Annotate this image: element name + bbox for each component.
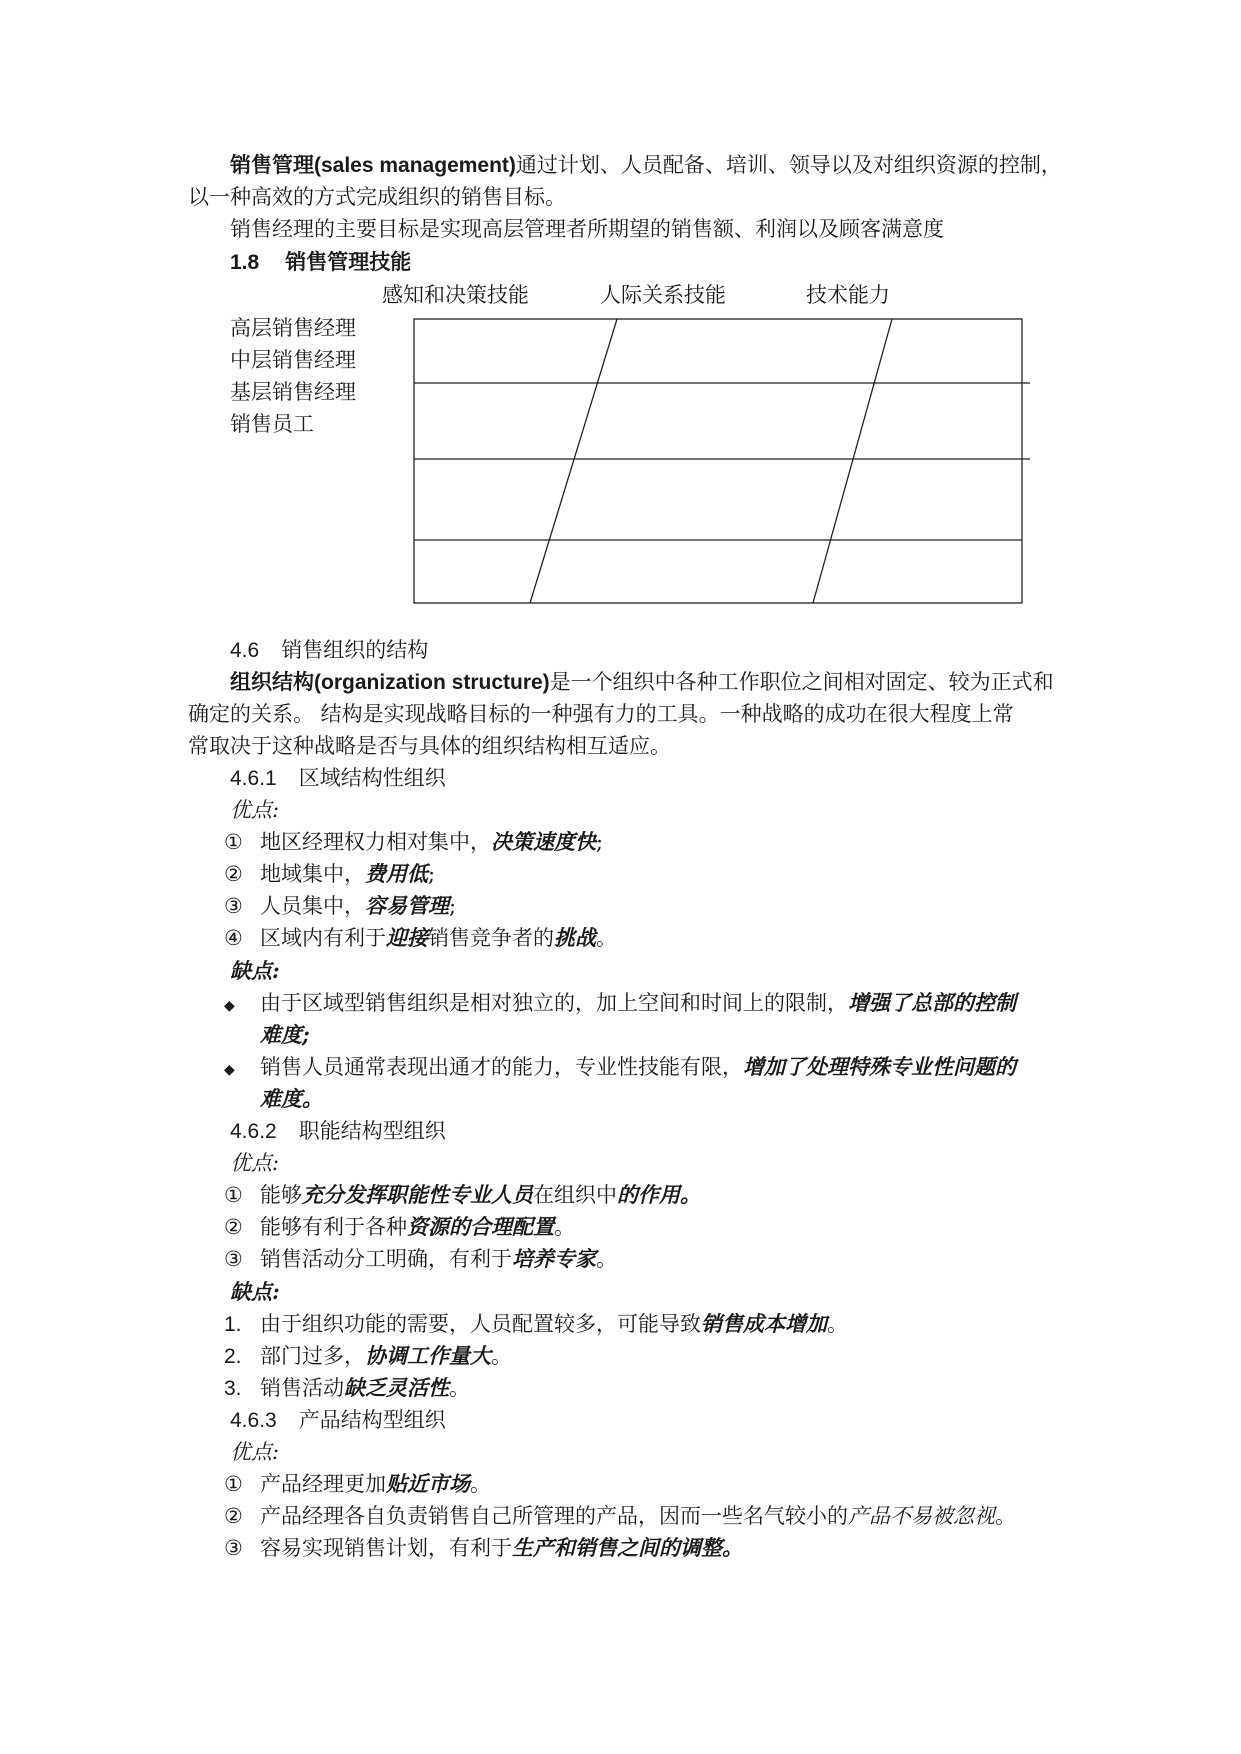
section-heading-4-6-3: 4.6.3 产品结构型组织 — [230, 1408, 446, 1432]
diagram-column-label: 技术能力 — [806, 283, 890, 307]
list-item-cont: 难度; — [260, 1022, 310, 1047]
section-heading-4-6-2: 4.6.2 职能结构型组织 — [230, 1119, 446, 1143]
list-item: ① 地区经理权力相对集中，决策速度快; — [224, 829, 604, 854]
diagram-row-label: 基层销售经理 — [230, 380, 356, 404]
list-item: ◆ 由于区域型销售组织是相对独立的，加上空间和时间上的限制，增强了总部的控制 — [224, 990, 1016, 1015]
list-item: 2. 部门过多，协调工作量大。 — [224, 1343, 512, 1368]
diagram-row-label: 中层销售经理 — [230, 348, 356, 372]
pros-label: 优点: — [230, 798, 280, 822]
list-item: ◆ 销售人员通常表现出通才的能力，专业性技能有限，增加了处理特殊专业性问题的 — [224, 1054, 1016, 1079]
intro-paragraph-1: 销售管理(sales management)通过计划、人员配备、培训、领导以及对组织资源的控制， — [230, 153, 1062, 177]
list-item: ③ 人员集中，容易管理; — [224, 893, 457, 918]
diagram-column-label: 感知和决策技能 — [382, 283, 529, 307]
section-heading-4-6-1: 4.6.1 区域结构性组织 — [230, 766, 446, 790]
intro-paragraph-1-cont: 以一种高效的方式完成组织的销售目标。 — [188, 185, 566, 209]
diagram-frame — [414, 319, 1022, 603]
list-item: ④ 区域内有利于迎接销售竞争者的挑战。 — [224, 925, 617, 950]
intro-paragraph-2: 销售经理的主要目标是实现高层管理者所期望的销售额、利润以及顾客满意度 — [230, 217, 944, 241]
section-heading-1-8: 1.8 销售管理技能 — [230, 249, 412, 274]
list-item-cont: 难度。 — [260, 1086, 323, 1111]
list-item: ② 产品经理各自负责销售自己所管理的产品，因而一些名气较小的产品不易被忽视。 — [224, 1504, 1016, 1528]
list-item: ② 能够有利于各种资源的合理配置。 — [224, 1214, 575, 1239]
list-item: ① 能够充分发挥职能性专业人员在组织中的作用。 — [224, 1182, 701, 1207]
list-item: ① 产品经理更加贴近市场。 — [224, 1471, 491, 1496]
diagram-slant-1 — [530, 319, 617, 603]
diagram-row-label: 销售员工 — [230, 412, 314, 436]
org-structure-paragraph-cont: 确定的关系。 结构是实现战略目标的一种强有力的工具。一种战略的成功在很大程度上常 — [188, 702, 1014, 726]
pros-label: 优点: — [230, 1440, 280, 1464]
org-structure-paragraph: 组织结构(organization structure)是一个组织中各种工作职位之间相对固定、较为正式和 — [230, 670, 1054, 694]
term-organization-structure: 组织结构(organization structure) — [230, 671, 550, 694]
cons-label: 缺点: — [230, 1279, 280, 1304]
diagram-column-label: 人际关系技能 — [600, 283, 726, 307]
org-structure-paragraph-cont: 常取决于这种战略是否与具体的组织结构相互适应。 — [188, 734, 671, 758]
list-item: 3. 销售活动缺乏灵活性。 — [224, 1375, 470, 1400]
term-sales-management: 销售管理(sales management) — [230, 154, 516, 177]
list-item: ③ 销售活动分工明确，有利于培养专家。 — [224, 1246, 617, 1271]
diagram-row-label: 高层销售经理 — [230, 316, 356, 340]
cons-label: 缺点: — [230, 958, 280, 983]
pros-label: 优点: — [230, 1151, 280, 1175]
skills-diagram — [0, 0, 1241, 640]
list-item: ② 地域集中，费用低; — [224, 861, 436, 886]
list-item: 1. 由于组织功能的需要，人员配置较多，可能导致销售成本增加。 — [224, 1311, 848, 1336]
diagram-slant-2 — [813, 319, 892, 603]
section-heading-4-6: 4.6 销售组织的结构 — [230, 638, 429, 662]
list-item: ③ 容易实现销售计划，有利于生产和销售之间的调整。 — [224, 1535, 743, 1560]
